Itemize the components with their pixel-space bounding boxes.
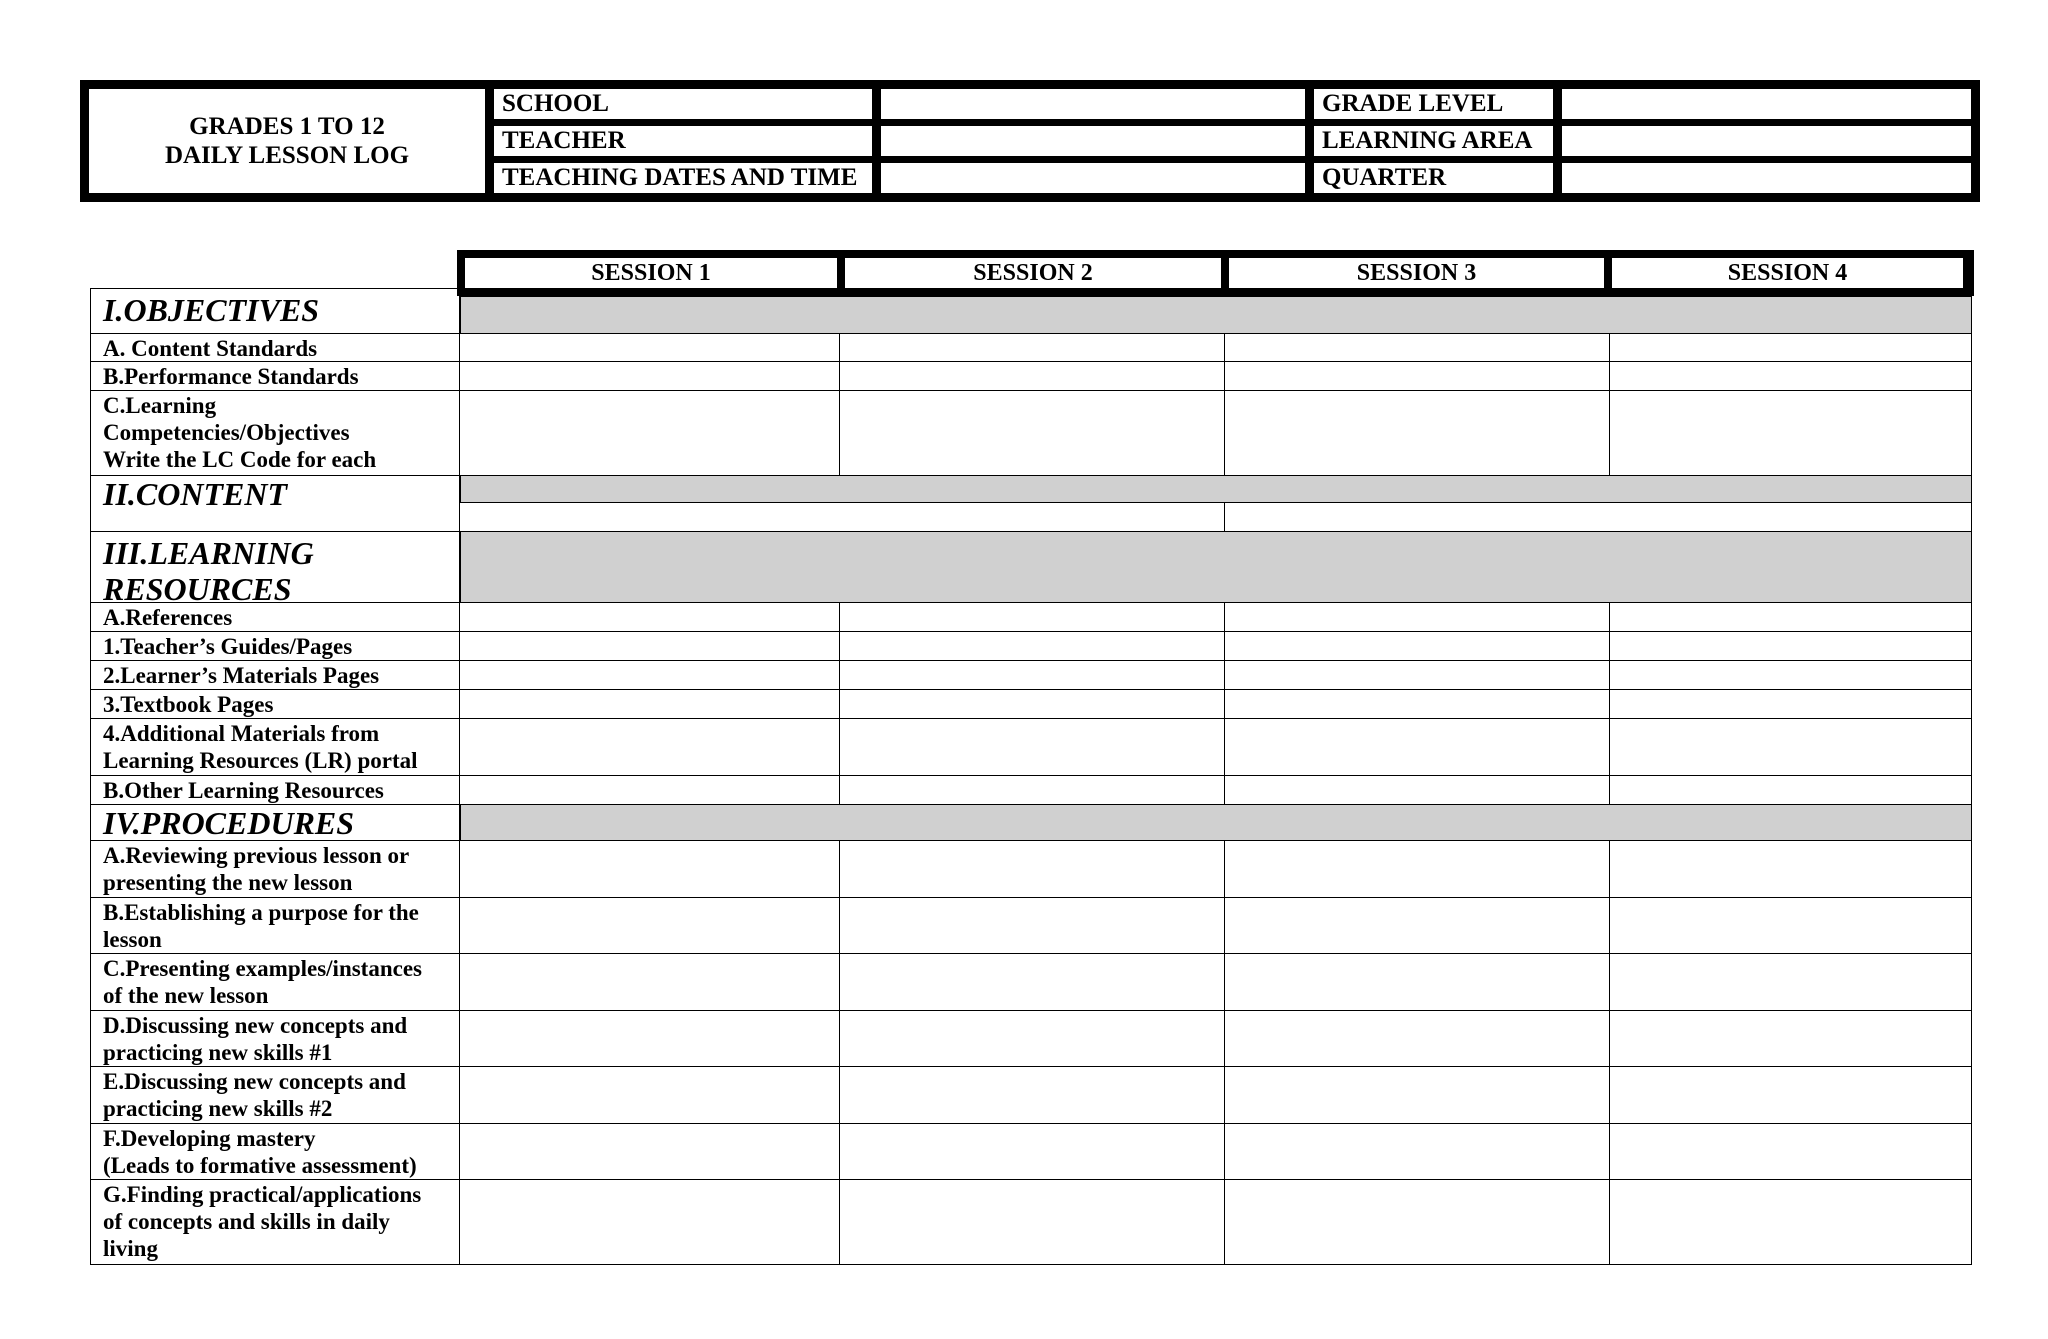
session-2-cell[interactable] — [839, 660, 1225, 690]
session-3-cell[interactable] — [1224, 602, 1610, 632]
session-2-cell[interactable] — [839, 631, 1225, 661]
learners-materials-row — [90, 660, 1972, 690]
session-1-cell[interactable] — [459, 1179, 840, 1265]
content-cell-left[interactable] — [459, 502, 1225, 532]
procedures-heading: IV.PROCEDURES — [90, 804, 460, 841]
performance-standards-row — [90, 361, 1972, 391]
session-4-cell[interactable] — [1609, 1010, 1972, 1067]
additional-materials-row — [90, 718, 1972, 776]
session-3-cell[interactable] — [1224, 660, 1610, 690]
session-3-cell[interactable] — [1224, 361, 1610, 391]
session-2-cell[interactable] — [839, 1010, 1225, 1067]
session-3-cell[interactable] — [1224, 840, 1610, 898]
teaching-dates-label: TEACHING DATES AND TIME — [494, 163, 872, 193]
session-4-header: SESSION 4 — [1612, 258, 1963, 288]
quarter-field[interactable] — [1562, 163, 1971, 193]
content-cell-right[interactable] — [1224, 502, 1972, 532]
teacher-label: TEACHER — [494, 126, 872, 156]
session-3-cell[interactable] — [1224, 718, 1610, 776]
teachers-guides-row — [90, 631, 1972, 661]
procedure-f-row — [90, 1123, 1972, 1180]
row-label: A.Reviewing previous lesson or presenting the new lesson — [90, 840, 460, 898]
session-4-cell[interactable] — [1609, 333, 1972, 362]
session-4-cell[interactable] — [1609, 897, 1972, 954]
form-title-line2: DAILY LESSON LOG — [164, 142, 410, 169]
procedure-d-row — [90, 1010, 1972, 1067]
session-3-cell[interactable] — [1224, 390, 1610, 476]
row-label: 2.Learner’s Materials Pages — [90, 660, 460, 690]
session-2-cell[interactable] — [839, 1066, 1225, 1124]
row-label: B.Establishing a purpose for the lesson — [90, 897, 460, 954]
session-3-cell[interactable] — [1224, 1179, 1610, 1265]
session-1-cell[interactable] — [459, 1066, 840, 1124]
session-4-cell[interactable] — [1609, 840, 1972, 898]
procedure-e-row — [90, 1066, 1972, 1124]
row-label: C.Presenting examples/instances of the new lesson — [90, 953, 460, 1011]
session-4-cell[interactable] — [1609, 689, 1972, 719]
learning-competencies-row — [90, 390, 1972, 476]
session-1-cell[interactable] — [459, 333, 840, 362]
session-1-cell[interactable] — [459, 775, 840, 805]
session-2-cell[interactable] — [839, 361, 1225, 391]
resources-shaded-band — [460, 531, 1972, 603]
row-label: F.Developing mastery (Leads to formative assessment) — [90, 1123, 460, 1180]
row-label: E.Discussing new concepts and practicing new skills #2 — [90, 1066, 460, 1124]
session-2-cell[interactable] — [839, 1179, 1225, 1265]
resources-section-row — [90, 531, 1972, 603]
session-2-cell[interactable] — [839, 775, 1225, 805]
procedures-section-row — [90, 804, 1972, 841]
session-1-cell[interactable] — [459, 631, 840, 661]
session-3-header: SESSION 3 — [1229, 258, 1604, 288]
session-4-cell[interactable] — [1609, 361, 1972, 391]
procedure-c-row — [90, 953, 1972, 1011]
form-title-line1: GRADES 1 TO 12 — [189, 113, 385, 140]
session-3-cell[interactable] — [1224, 631, 1610, 661]
session-4-cell[interactable] — [1609, 631, 1972, 661]
row-label: 3.Textbook Pages — [90, 689, 460, 719]
session-2-cell[interactable] — [839, 333, 1225, 362]
row-label: A.References — [90, 602, 460, 632]
session-3-cell[interactable] — [1224, 1010, 1610, 1067]
objectives-shaded-band — [460, 296, 1972, 334]
session-1-cell[interactable] — [459, 361, 840, 391]
session-2-cell[interactable] — [839, 718, 1225, 776]
references-row — [90, 602, 1972, 632]
procedure-b-row — [90, 897, 1972, 954]
content-shaded-band — [460, 475, 1972, 503]
session-2-cell[interactable] — [839, 1123, 1225, 1180]
session-2-cell[interactable] — [839, 897, 1225, 954]
session-4-cell[interactable] — [1609, 1066, 1972, 1124]
session-4-cell[interactable] — [1609, 1179, 1972, 1265]
session-3-cell[interactable] — [1224, 897, 1610, 954]
session-4-cell[interactable] — [1609, 602, 1972, 632]
textbook-pages-row — [90, 689, 1972, 719]
session-1-cell[interactable] — [459, 953, 840, 1011]
session-1-cell[interactable] — [459, 897, 840, 954]
procedure-a-row — [90, 840, 1972, 898]
other-resources-row — [90, 775, 1972, 805]
session-4-cell[interactable] — [1609, 660, 1972, 690]
row-label: C.Learning Competencies/Objectives Write the LC Code for each — [90, 390, 460, 476]
session-4-cell[interactable] — [1609, 1123, 1972, 1180]
session-4-cell[interactable] — [1609, 718, 1972, 776]
session-1-cell[interactable] — [459, 718, 840, 776]
session-2-cell[interactable] — [839, 953, 1225, 1011]
row-label: 4.Additional Materials from Learning Resources (LR) portal — [90, 718, 460, 776]
session-4-cell[interactable] — [1609, 953, 1972, 1011]
session-2-header: SESSION 2 — [845, 258, 1221, 288]
content-heading: II.CONTENT — [90, 475, 460, 532]
teacher-field[interactable] — [881, 126, 1305, 156]
procedures-shaded-band — [460, 804, 1972, 841]
session-3-cell[interactable] — [1224, 953, 1610, 1011]
session-3-cell[interactable] — [1224, 333, 1610, 362]
session-4-cell[interactable] — [1609, 775, 1972, 805]
session-3-cell[interactable] — [1224, 689, 1610, 719]
grade-level-label: GRADE LEVEL — [1314, 89, 1553, 119]
learning-area-label: LEARNING AREA — [1314, 126, 1553, 156]
session-1-cell[interactable] — [459, 1123, 840, 1180]
grade-level-field[interactable] — [1562, 89, 1971, 119]
session-1-cell[interactable] — [459, 660, 840, 690]
content-standards-row — [90, 333, 1972, 362]
session-2-cell[interactable] — [839, 840, 1225, 898]
row-label: 1.Teacher’s Guides/Pages — [90, 631, 460, 661]
school-label: SCHOOL — [494, 89, 872, 119]
row-label: A. Content Standards — [90, 333, 460, 362]
session-3-cell[interactable] — [1224, 1123, 1610, 1180]
procedure-g-row — [90, 1179, 1972, 1265]
session-1-cell[interactable] — [459, 1010, 840, 1067]
row-label: D.Discussing new concepts and practicing new skills #1 — [90, 1010, 460, 1067]
session-1-header: SESSION 1 — [465, 258, 837, 288]
session-3-cell[interactable] — [1224, 775, 1610, 805]
objectives-heading: I.OBJECTIVES — [90, 288, 460, 334]
row-label: B.Other Learning Resources — [90, 775, 460, 805]
teaching-dates-field[interactable] — [881, 163, 1305, 193]
session-1-cell[interactable] — [459, 602, 840, 632]
learning-area-field[interactable] — [1562, 126, 1971, 156]
school-field[interactable] — [881, 89, 1305, 119]
row-label: B.Performance Standards — [90, 361, 460, 391]
session-3-cell[interactable] — [1224, 1066, 1610, 1124]
form-title — [89, 89, 485, 193]
row-label: G.Finding practical/applications of concepts and skills in daily living — [90, 1179, 460, 1265]
session-1-cell[interactable] — [459, 390, 840, 476]
session-1-cell[interactable] — [459, 840, 840, 898]
objectives-section-row — [90, 288, 1972, 334]
quarter-label: QUARTER — [1314, 163, 1553, 193]
resources-heading: III.LEARNING RESOURCES — [90, 531, 460, 603]
session-4-cell[interactable] — [1609, 390, 1972, 476]
header-block — [80, 80, 1980, 202]
session-2-cell[interactable] — [839, 390, 1225, 476]
session-1-cell[interactable] — [459, 689, 840, 719]
content-section-row — [90, 475, 1972, 532]
session-2-cell[interactable] — [839, 689, 1225, 719]
session-2-cell[interactable] — [839, 602, 1225, 632]
